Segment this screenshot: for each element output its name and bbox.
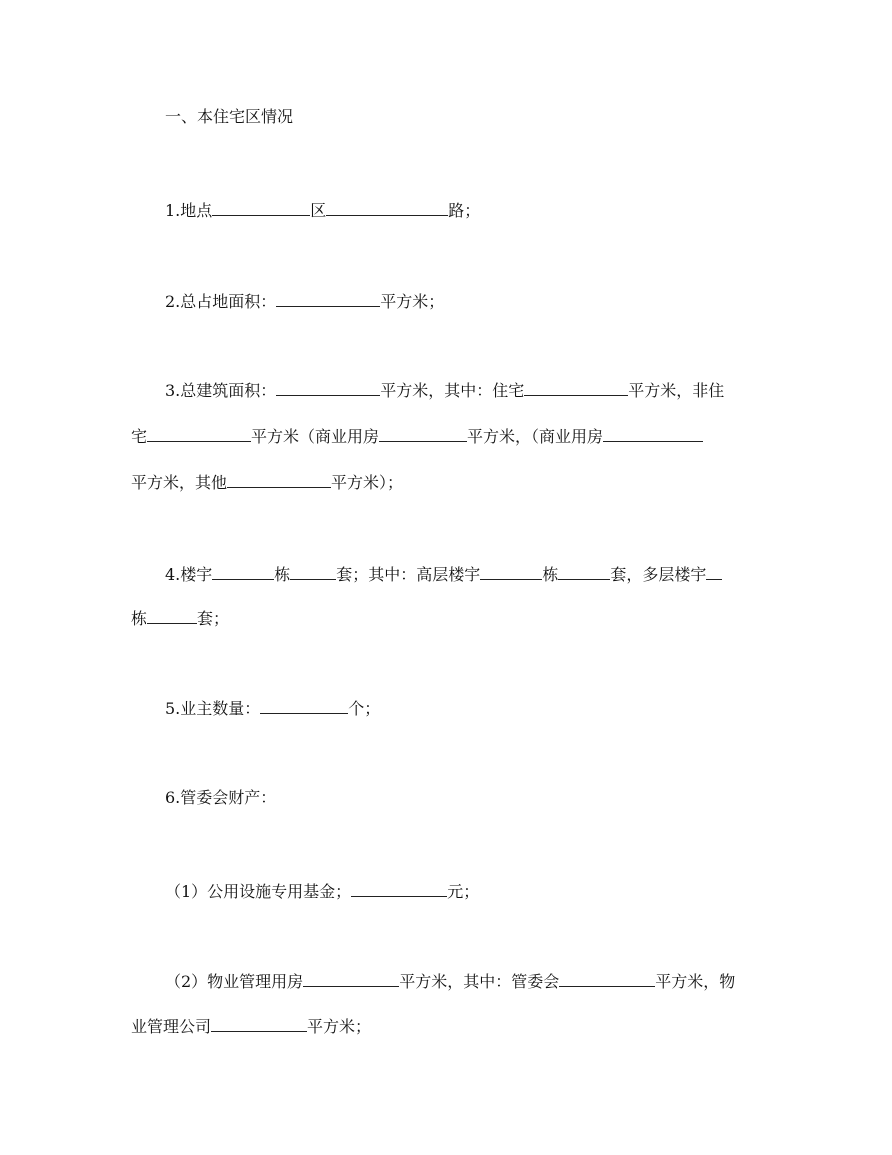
sub-item-public-fund <box>165 882 479 900</box>
item-building-area-prefix: 3.总建筑面积： <box>165 381 277 400</box>
blank-building-count[interactable] <box>212 565 274 580</box>
heading-text: 一、本住宅区情况 <box>165 107 294 126</box>
item-building-area-mid1: 平方米，其中：住宅 <box>380 381 525 400</box>
blank-highrise-building-count[interactable] <box>480 565 542 580</box>
item-building-area-line1 <box>165 381 724 399</box>
blank-other-area[interactable] <box>227 473 331 488</box>
item-buildings-prefix: 4.楼宇 <box>165 565 213 584</box>
sub-item-management-premises-l2-suffix: 平方米； <box>307 1017 372 1036</box>
blank-company-area[interactable] <box>211 1017 307 1032</box>
item-location-mid: 区 <box>310 201 327 220</box>
blank-multistory-unit-count[interactable] <box>147 609 197 624</box>
sub-item-management-premises-line2 <box>131 1017 371 1035</box>
blank-commercial-area-2[interactable] <box>603 427 703 442</box>
item-committee-property-text: 6.管委会财产： <box>165 788 277 807</box>
item-owner-count <box>165 699 380 717</box>
section-heading <box>165 109 293 125</box>
item-buildings-l2-b: 套； <box>197 609 230 628</box>
item-building-area-l3-prefix: 平方米，其他 <box>131 473 228 492</box>
item-land-area <box>165 292 444 310</box>
item-buildings-line2 <box>131 609 229 627</box>
sub-item-management-premises-mid: 平方米，其中：管委会 <box>399 972 560 991</box>
sub-item-management-premises-prefix: （2）物业管理用房 <box>165 972 304 991</box>
blank-public-fund-amount[interactable] <box>351 882 447 897</box>
item-owner-count-suffix: 个； <box>348 699 381 718</box>
item-building-area-line2 <box>131 427 703 445</box>
sub-item-public-fund-suffix: 元； <box>447 882 480 901</box>
item-building-area-mid2: 平方米，非住 <box>628 381 725 400</box>
item-location-prefix: 1.地点 <box>165 201 213 220</box>
item-building-area-l2-mid1: 平方米（商业用房 <box>251 427 380 446</box>
item-buildings-a: 栋 <box>274 565 291 584</box>
sub-item-management-premises-l2-prefix: 业管理公司 <box>131 1017 212 1036</box>
sub-item-public-fund-prefix: （1）公用设施专用基金； <box>165 882 352 901</box>
item-location-suffix: 路； <box>448 201 481 220</box>
blank-non-residential-area[interactable] <box>147 427 251 442</box>
item-building-area-l2-mid2: 平方米，（商业用房 <box>467 427 604 446</box>
item-building-area-l3-suffix: 平方米）； <box>331 473 404 492</box>
item-buildings-c: 栋 <box>542 565 559 584</box>
blank-total-building-area[interactable] <box>276 381 380 396</box>
item-buildings-b: 套；其中：高层楼宇 <box>336 565 481 584</box>
item-building-area-l2-prefix: 宅 <box>131 427 148 446</box>
item-buildings-d: 套，多层楼宇 <box>610 565 707 584</box>
blank-multistory-building-count[interactable] <box>706 565 722 580</box>
blank-residential-area[interactable] <box>524 381 628 396</box>
sub-item-management-premises-suffix: 平方米，物 <box>655 972 736 991</box>
blank-land-area[interactable] <box>276 292 380 307</box>
blank-commercial-area-1[interactable] <box>379 427 467 442</box>
blank-unit-count[interactable] <box>290 565 336 580</box>
blank-district[interactable] <box>212 201 310 216</box>
blank-highrise-unit-count[interactable] <box>558 565 610 580</box>
item-building-area-line3 <box>131 473 403 491</box>
item-buildings-l2-a: 栋 <box>131 609 148 628</box>
blank-road[interactable] <box>326 201 448 216</box>
item-land-area-prefix: 2.总占地面积： <box>165 292 277 311</box>
item-committee-property <box>165 790 276 806</box>
item-owner-count-prefix: 5.业主数量： <box>165 699 261 718</box>
blank-management-premises-area[interactable] <box>303 972 399 987</box>
blank-owner-count[interactable] <box>260 699 348 714</box>
item-land-area-suffix: 平方米； <box>380 292 445 311</box>
item-buildings-line1 <box>165 565 722 583</box>
item-location <box>165 201 480 219</box>
blank-committee-area[interactable] <box>559 972 655 987</box>
sub-item-management-premises-line1 <box>165 972 735 990</box>
